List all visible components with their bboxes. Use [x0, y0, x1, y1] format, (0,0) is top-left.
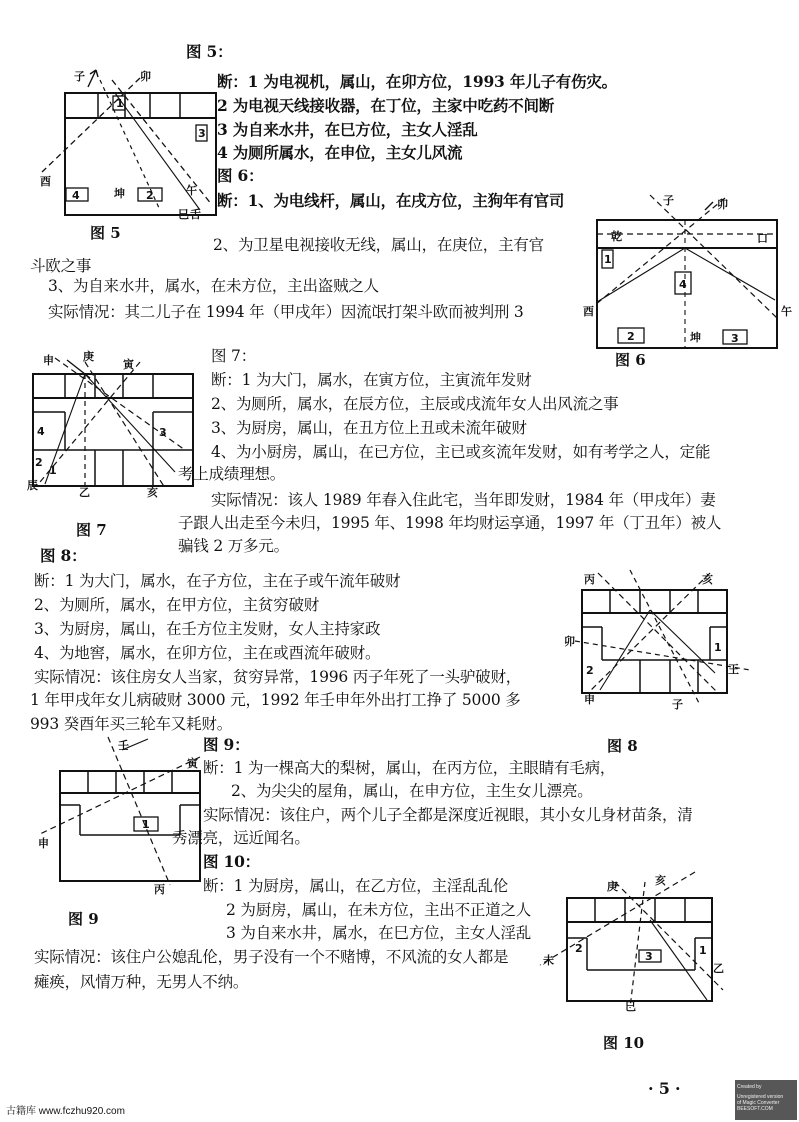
fig5-line-1: 断：1 为电视机，属山，在卯方位，1993 年儿子有伤灾。 — [217, 72, 617, 91]
fig9-label-shen: 申 — [38, 837, 49, 850]
fig5-line-4: 4 为厕所属水，在申位，主女儿风流 — [217, 143, 463, 162]
fig9-heading: 图 9： — [203, 735, 250, 754]
fig9-line-2: 2、为尖尖的屋角，属山，在申方位，主生女儿漂亮。 — [231, 782, 593, 800]
fig6-label-kou: 口 — [757, 232, 768, 245]
fig5-label-you: 酉 — [40, 175, 51, 188]
fig10-label-yi: 乙 — [713, 962, 724, 975]
fig9-label-bing: 丙 — [154, 883, 165, 896]
fig5-label-3: 3 — [198, 127, 206, 140]
fig6-label-mao: 卯 — [717, 198, 728, 211]
fig7-line-2: 2、为厕所，属水，在辰方位，主辰或戌流年女人出风流之事 — [211, 395, 619, 413]
fig5-label-2: 2 — [146, 189, 154, 202]
fig7-line-1: 断：1 为大门，属水，在寅方位，主寅流年发财 — [211, 371, 532, 389]
fig10-line-1: 断：1 为厨房，属山，在乙方位，主淫乱乱伦 — [203, 877, 509, 895]
fig10-label-3: 3 — [645, 950, 653, 963]
fig6-label-2: 2 — [627, 330, 635, 343]
fig7-line-3: 3、为厨房，属山，在丑方位上丑或未流年破财 — [211, 419, 527, 437]
fig5-label-zi: 子 — [74, 70, 85, 83]
fig5-label-si: 巳 — [178, 208, 189, 221]
fig10-heading: 图 10： — [203, 852, 260, 871]
fig5-caption: 图 5 — [90, 224, 121, 242]
fig7-label-1: 1 — [49, 464, 57, 477]
fig8-result-1: 实际情况：该住房女人当家，贫穷异常，1996 丙子年死了一头驴破财， — [34, 668, 522, 686]
fig8-label-bing: 丙 — [584, 573, 595, 586]
fig7-label-2: 2 — [35, 456, 43, 469]
fig5-label-kun: 坤 — [114, 187, 125, 200]
fig6-result: 实际情况：其二儿子在 1994 年（甲戌年）因流氓打架斗欧而被判刑 3 — [48, 303, 524, 321]
fig5-label-wu: 午 — [186, 184, 197, 197]
fig7-result-3: 骗钱 2 万多元。 — [178, 537, 289, 555]
fig5-line-3: 3 为自来水井，在巳方位，主女人淫乱 — [217, 120, 478, 139]
fig5-heading: 图 5： — [186, 42, 233, 61]
fig8-line-4: 4、为地窖，属水，在卯方位，主在或酉流年破财。 — [34, 644, 381, 662]
watermark-line-3: of Magic Converter — [737, 1100, 780, 1106]
fig7-label-3: 3 — [159, 426, 167, 439]
watermark-line-4: BEESOFT.COM — [737, 1106, 773, 1112]
watermark-line-2: Unregistered version — [737, 1094, 784, 1100]
fig8-label-hai: 亥 — [702, 573, 713, 586]
fig7-line-4: 4、为小厨房，属山，在已方位，主已或亥流年发财，如有考学之人，定能 — [211, 443, 711, 461]
fig10-label-hai: 亥 — [655, 874, 666, 887]
fig9-caption: 图 9 — [68, 910, 99, 928]
fig9-diagram — [30, 735, 230, 905]
fig8-caption: 图 8 — [607, 737, 638, 755]
fig8-line-2: 2、为厕所，属水，在甲方位，主贫穷破财 — [34, 596, 320, 614]
fig8-line-3: 3、为厨房，属山，在壬方位主发财，女人主持家政 — [34, 620, 381, 638]
fig7-label-shen: 申 — [43, 354, 54, 367]
fig10-line-2: 2 为厨房，属山，在未方位，主出不正道之人 — [226, 901, 532, 919]
fig6-line-2-cont: 斗欧之事 — [30, 257, 92, 275]
fig9-label-ren: 壬 — [118, 739, 129, 752]
fig7-label-4: 4 — [37, 425, 45, 438]
fig10-line-3: 3 为自来水井，属水，在巳方位，主女人淫乱 — [226, 924, 532, 942]
fig8-heading: 图 8： — [40, 546, 87, 565]
fig7-label-chen: 辰 — [27, 479, 38, 492]
fig8-result-2: 1 年甲戌年女儿病破财 3000 元，1992 年壬申年外出打工挣了 5000 多 — [30, 691, 521, 709]
fig6-diagram — [585, 190, 795, 355]
fig8-label-shen: 申 — [584, 693, 595, 706]
fig10-label-2: 2 — [575, 942, 583, 955]
fig9-result-2: 秀漂亮，远近闻名。 — [172, 829, 310, 847]
fig8-line-1: 断：1 为大门，属水，在子方位，主在子或午流年破财 — [34, 572, 401, 590]
fig7-house-outline — [33, 374, 193, 486]
fig6-line-3: 3、为自来水井，属水，在未方位，主出盗贼之人 — [48, 277, 379, 295]
fig8-house-outline — [582, 590, 727, 693]
fig9-house-outline — [60, 771, 200, 881]
fig6-caption: 图 6 — [615, 351, 646, 369]
fig6-label-zi: 子 — [663, 194, 674, 207]
fig6-label-qian: 乾 — [611, 230, 622, 243]
footer-site: 古籍库 www.fczhu920.com — [6, 1106, 125, 1117]
fig7-heading: 图 7： — [211, 347, 256, 365]
fig10-caption: 图 10 — [603, 1034, 645, 1052]
fig7-line-4-cont: 考上成绩理想。 — [178, 465, 286, 483]
fig7-diagram — [25, 350, 215, 500]
fig5-label-mao: 卯 — [140, 70, 151, 83]
fig10-label-si: 巳 — [625, 1000, 636, 1013]
fig9-label-1: 1 — [142, 818, 150, 831]
fig7-result-1: 实际情况：该人 1989 年春入住此宅，当年即发财，1984 年（甲戌年）妻 — [211, 491, 716, 509]
fig6-heading: 图 6： — [217, 166, 264, 185]
page-number: · 5 · — [648, 1079, 681, 1098]
fig8-label-1: 1 — [714, 641, 722, 654]
fig9-line-1: 断：1 为一棵高大的梨树，属山，在丙方位，主眼睛有毛病， — [203, 759, 616, 777]
watermark-stamp — [735, 1080, 797, 1120]
watermark-line-1: Created by — [737, 1084, 762, 1090]
fig9-result-1: 实际情况：该住户，两个儿子全都是深度近视眼，其小女儿身材苗条，清 — [203, 806, 693, 824]
fig5-label-1: 1 — [116, 97, 124, 110]
fig7-label-yi: 乙 — [79, 486, 90, 499]
fig7-caption: 图 7 — [76, 521, 107, 539]
fig6-line-2: 2、为卫星电视接收无线，属山，在庚位，主有官 — [213, 236, 544, 254]
fig6-label-1: 1 — [604, 253, 612, 266]
fig5-diagram — [30, 60, 220, 225]
fig10-result-2: 瘫痪，风情万种，无男人不纳。 — [34, 973, 249, 991]
fig8-label-wang: 王 — [728, 663, 739, 676]
fig10-label-1: 1 — [699, 944, 707, 957]
fig10-label-geng: 庚 — [607, 880, 618, 893]
fig10-result-1: 实际情况：该住户公媳乱伦，男子没有一个不赌博，不风流的女人都是 — [34, 948, 509, 966]
fig6-line-1: 断：1、为电线杆，属山，在戌方位，主狗年有官司 — [217, 191, 565, 210]
fig8-label-mao: 卯 — [564, 635, 575, 648]
fig6-house-outline — [597, 220, 777, 348]
fig6-label-you: 酉 — [583, 305, 594, 318]
fig10-label-wei: 未 — [543, 954, 554, 967]
fig8-label-2: 2 — [586, 664, 594, 677]
fig6-label-3: 3 — [731, 332, 739, 345]
fig5-line-2: 2 为电视天线接收器，在丁位，主家中吃药不间断 — [217, 96, 555, 115]
fig8-diagram — [560, 565, 795, 725]
fig5-label-she: 舌 — [190, 208, 201, 221]
fig10-diagram — [535, 870, 745, 1030]
fig9-label-yin: 寅 — [187, 757, 198, 770]
fig7-label-yin: 寅 — [123, 358, 134, 371]
fig7-label-geng: 庚 — [83, 350, 94, 363]
fig6-label-kun: 坤 — [690, 331, 701, 344]
fig7-result-2: 子跟人出走至今未归，1995 年、1998 年均财运享通，1997 年（丁丑年）被人 — [178, 514, 722, 532]
fig7-label-hai: 亥 — [147, 486, 158, 499]
fig8-label-zi: 子 — [672, 698, 683, 711]
fig6-label-wu: 午 — [781, 305, 792, 318]
fig6-label-4: 4 — [679, 278, 687, 291]
fig8-result-3: 993 癸酉年买三轮车又耗财。 — [30, 715, 233, 733]
fig5-label-4: 4 — [72, 189, 80, 202]
